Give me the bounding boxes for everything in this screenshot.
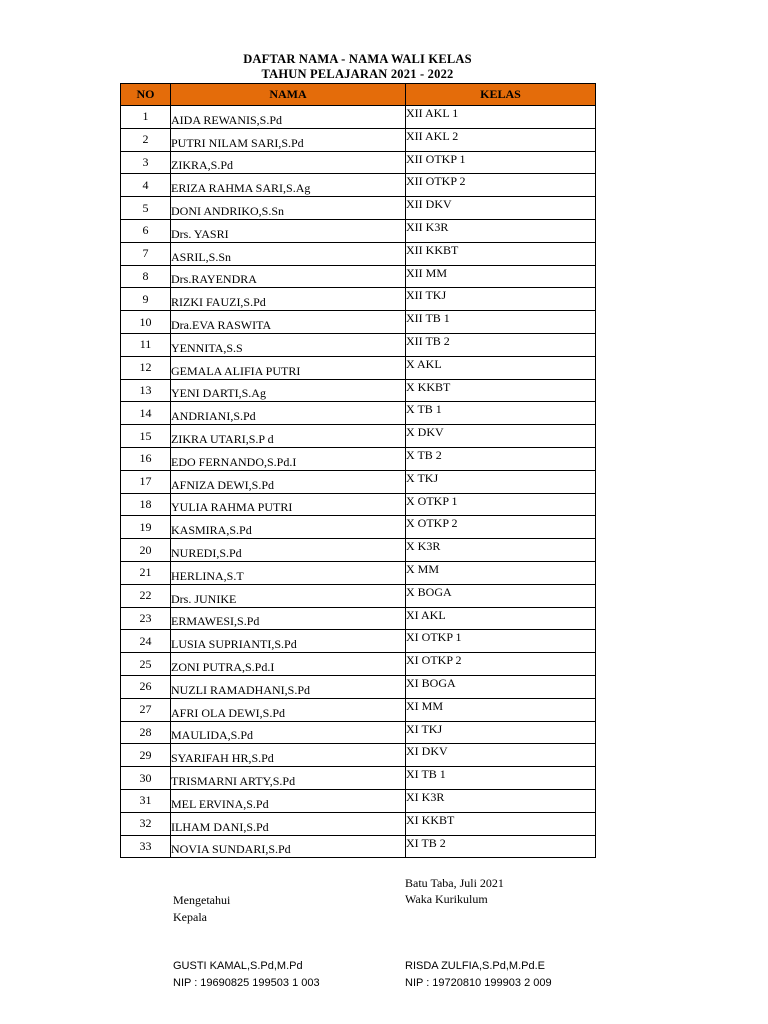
table-row bbox=[121, 197, 596, 220]
cell-nama: AFRI OLA DEWI,S.Pd bbox=[171, 698, 406, 721]
cell-no: 2 bbox=[121, 128, 171, 151]
cell-kelas: X TB 2 bbox=[406, 447, 596, 470]
cell-kelas: XII AKL 1 bbox=[406, 106, 596, 129]
cell-kelas: X TKJ bbox=[406, 470, 596, 493]
cell-nama: NUZLI RAMADHANI,S.Pd bbox=[171, 675, 406, 698]
table-row bbox=[121, 174, 596, 197]
cell-nama: ASRIL,S.Sn bbox=[171, 242, 406, 265]
homeroom-teacher-table bbox=[120, 83, 596, 858]
table-row bbox=[121, 653, 596, 676]
table-row bbox=[121, 356, 596, 379]
cell-nama: EDO FERNANDO,S.Pd.I bbox=[171, 447, 406, 470]
cell-no: 23 bbox=[121, 607, 171, 630]
cell-no: 8 bbox=[121, 265, 171, 288]
cell-kelas: XII MM bbox=[406, 265, 596, 288]
table-row bbox=[121, 516, 596, 539]
cell-no: 1 bbox=[121, 106, 171, 129]
right-signer-nip: NIP : 19720810 199903 2 009 bbox=[405, 977, 552, 989]
cell-nama: Drs.RAYENDRA bbox=[171, 265, 406, 288]
cell-no: 24 bbox=[121, 630, 171, 653]
cell-kelas: XII DKV bbox=[406, 197, 596, 220]
cell-no: 15 bbox=[121, 425, 171, 448]
cell-nama: ZIKRA UTARI,S.P d bbox=[171, 425, 406, 448]
cell-nama: AIDA REWANIS,S.Pd bbox=[171, 106, 406, 129]
cell-kelas: XII OTKP 1 bbox=[406, 151, 596, 174]
cell-kelas: XII KKBT bbox=[406, 242, 596, 265]
cell-no: 13 bbox=[121, 379, 171, 402]
table-body bbox=[121, 106, 596, 858]
cell-kelas: XII AKL 2 bbox=[406, 128, 596, 151]
cell-no: 16 bbox=[121, 447, 171, 470]
cell-nama: YENNITA,S.S bbox=[171, 333, 406, 356]
table-row bbox=[121, 584, 596, 607]
cell-kelas: XII TB 2 bbox=[406, 333, 596, 356]
table-row bbox=[121, 151, 596, 174]
cell-no: 26 bbox=[121, 675, 171, 698]
document-subtitle: TAHUN PELAJARAN 2021 - 2022 bbox=[261, 67, 454, 81]
left-signer-role: Kepala bbox=[173, 910, 207, 924]
cell-kelas: XI OTKP 2 bbox=[406, 653, 596, 676]
cell-nama: YULIA RAHMA PUTRI bbox=[171, 493, 406, 516]
cell-kelas: X AKL bbox=[406, 356, 596, 379]
table-row bbox=[121, 698, 596, 721]
cell-kelas: X BOGA bbox=[406, 584, 596, 607]
cell-kelas: XI BOGA bbox=[406, 675, 596, 698]
cell-kelas: X K3R bbox=[406, 539, 596, 562]
table-row bbox=[121, 744, 596, 767]
cell-no: 4 bbox=[121, 174, 171, 197]
cell-kelas: XI MM bbox=[406, 698, 596, 721]
cell-no: 11 bbox=[121, 333, 171, 356]
cell-kelas: X DKV bbox=[406, 425, 596, 448]
cell-nama: ERIZA RAHMA SARI,S.Ag bbox=[171, 174, 406, 197]
table-row bbox=[121, 265, 596, 288]
table-row bbox=[121, 402, 596, 425]
cell-no: 27 bbox=[121, 698, 171, 721]
table-row bbox=[121, 288, 596, 311]
table-row bbox=[121, 379, 596, 402]
table-row bbox=[121, 630, 596, 653]
cell-no: 22 bbox=[121, 584, 171, 607]
cell-kelas: XII TKJ bbox=[406, 288, 596, 311]
table-row bbox=[121, 835, 596, 858]
header-nama: NAMA bbox=[171, 84, 406, 106]
left-signer-line1: Mengetahui bbox=[173, 893, 231, 907]
cell-no: 32 bbox=[121, 812, 171, 835]
cell-nama: Drs. JUNIKE bbox=[171, 584, 406, 607]
table-row bbox=[121, 106, 596, 129]
table-row bbox=[121, 812, 596, 835]
place-date: Batu Taba, Juli 2021 bbox=[405, 876, 504, 890]
cell-nama: TRISMARNI ARTY,S.Pd bbox=[171, 767, 406, 790]
table-row bbox=[121, 311, 596, 334]
cell-nama: ZIKRA,S.Pd bbox=[171, 151, 406, 174]
table-header-row bbox=[121, 84, 596, 106]
cell-no: 7 bbox=[121, 242, 171, 265]
table-row bbox=[121, 767, 596, 790]
cell-no: 6 bbox=[121, 219, 171, 242]
cell-kelas: XII K3R bbox=[406, 219, 596, 242]
cell-no: 29 bbox=[121, 744, 171, 767]
cell-nama: LUSIA SUPRIANTI,S.Pd bbox=[171, 630, 406, 653]
cell-nama: RIZKI FAUZI,S.Pd bbox=[171, 288, 406, 311]
cell-nama: HERLINA,S.T bbox=[171, 561, 406, 584]
cell-nama: GEMALA ALIFIA PUTRI bbox=[171, 356, 406, 379]
cell-no: 14 bbox=[121, 402, 171, 425]
cell-kelas: XI AKL bbox=[406, 607, 596, 630]
table-row bbox=[121, 789, 596, 812]
cell-kelas: X TB 1 bbox=[406, 402, 596, 425]
header-no: NO bbox=[121, 84, 171, 106]
cell-kelas: XI KKBT bbox=[406, 812, 596, 835]
cell-nama: ERMAWESI,S.Pd bbox=[171, 607, 406, 630]
cell-nama: PUTRI NILAM SARI,S.Pd bbox=[171, 128, 406, 151]
cell-nama: ZONI PUTRA,S.Pd.I bbox=[171, 653, 406, 676]
table-row bbox=[121, 447, 596, 470]
table-row bbox=[121, 242, 596, 265]
cell-no: 20 bbox=[121, 539, 171, 562]
cell-kelas: XI TB 2 bbox=[406, 835, 596, 858]
cell-nama: Drs. YASRI bbox=[171, 219, 406, 242]
cell-no: 10 bbox=[121, 311, 171, 334]
cell-nama: NUREDI,S.Pd bbox=[171, 539, 406, 562]
cell-kelas: X MM bbox=[406, 561, 596, 584]
table-row bbox=[121, 607, 596, 630]
table-row bbox=[121, 561, 596, 584]
cell-kelas: XI K3R bbox=[406, 789, 596, 812]
cell-nama: DONI ANDRIKO,S.Sn bbox=[171, 197, 406, 220]
table-row bbox=[121, 493, 596, 516]
cell-no: 30 bbox=[121, 767, 171, 790]
cell-no: 9 bbox=[121, 288, 171, 311]
table-row bbox=[121, 675, 596, 698]
left-signer-nip: NIP : 19690825 199503 1 003 bbox=[173, 977, 320, 989]
cell-no: 17 bbox=[121, 470, 171, 493]
document-title: DAFTAR NAMA - NAMA WALI KELAS bbox=[243, 52, 472, 66]
cell-nama: KASMIRA,S.Pd bbox=[171, 516, 406, 539]
cell-no: 5 bbox=[121, 197, 171, 220]
cell-kelas: XI TKJ bbox=[406, 721, 596, 744]
cell-no: 19 bbox=[121, 516, 171, 539]
cell-no: 12 bbox=[121, 356, 171, 379]
cell-kelas: X OTKP 2 bbox=[406, 516, 596, 539]
cell-nama: ANDRIANI,S.Pd bbox=[171, 402, 406, 425]
cell-kelas: XII OTKP 2 bbox=[406, 174, 596, 197]
cell-kelas: X OTKP 1 bbox=[406, 493, 596, 516]
cell-no: 3 bbox=[121, 151, 171, 174]
cell-no: 21 bbox=[121, 561, 171, 584]
cell-no: 25 bbox=[121, 653, 171, 676]
cell-kelas: X KKBT bbox=[406, 379, 596, 402]
left-signer-name: GUSTI KAMAL,S.Pd,M.Pd bbox=[173, 960, 303, 972]
cell-nama: Dra.EVA RASWITA bbox=[171, 311, 406, 334]
right-signer-name: RISDA ZULFIA,S.Pd,M.Pd.E bbox=[405, 960, 545, 972]
cell-nama: NOVIA SUNDARI,S.Pd bbox=[171, 835, 406, 858]
cell-kelas: XI DKV bbox=[406, 744, 596, 767]
right-signer-role: Waka Kurikulum bbox=[405, 892, 488, 906]
table-row bbox=[121, 539, 596, 562]
cell-no: 31 bbox=[121, 789, 171, 812]
cell-nama: YENI DARTI,S.Ag bbox=[171, 379, 406, 402]
cell-kelas: XI OTKP 1 bbox=[406, 630, 596, 653]
cell-nama: ILHAM DANI,S.Pd bbox=[171, 812, 406, 835]
cell-nama: AFNIZA DEWI,S.Pd bbox=[171, 470, 406, 493]
cell-kelas: XII TB 1 bbox=[406, 311, 596, 334]
table-row bbox=[121, 721, 596, 744]
table-row bbox=[121, 219, 596, 242]
cell-nama: MAULIDA,S.Pd bbox=[171, 721, 406, 744]
cell-nama: SYARIFAH HR,S.Pd bbox=[171, 744, 406, 767]
table-row bbox=[121, 333, 596, 356]
table-row bbox=[121, 425, 596, 448]
cell-nama: MEL ERVINA,S.Pd bbox=[171, 789, 406, 812]
cell-no: 18 bbox=[121, 493, 171, 516]
cell-no: 28 bbox=[121, 721, 171, 744]
cell-kelas: XI TB 1 bbox=[406, 767, 596, 790]
table-row bbox=[121, 128, 596, 151]
header-kelas: KELAS bbox=[406, 84, 596, 106]
table-row bbox=[121, 470, 596, 493]
cell-no: 33 bbox=[121, 835, 171, 858]
